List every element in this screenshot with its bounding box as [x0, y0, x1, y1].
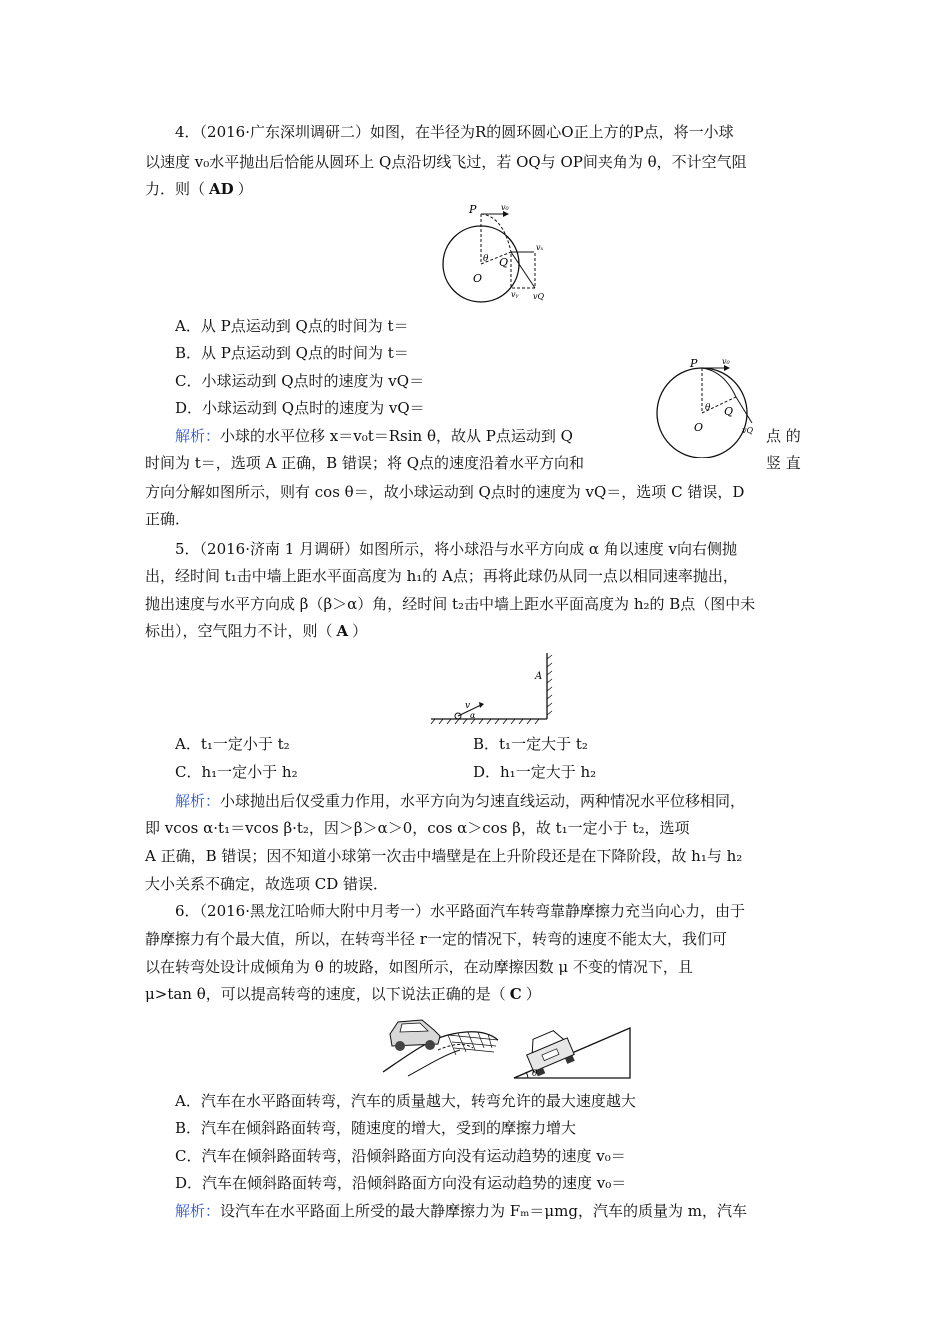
q5-close-paren: ）	[352, 622, 368, 640]
q4-figure	[435, 200, 555, 310]
q5-analysis-label: 解析：	[175, 792, 221, 810]
q4-stem-end: 力．则（	[145, 180, 206, 198]
q4-option-d: D．小球运动到 Q点时的速度为 vQ＝	[175, 399, 425, 417]
q4-close-paren: ）	[237, 180, 253, 198]
q6-option-b: B．汽车在倾斜路面转弯，随速度的增大，受到的摩擦力增大	[175, 1119, 577, 1137]
q6-line-3: 以在转弯处设计成倾角为 θ 的坡路，如图所示，在动摩擦因数 μ 不变的情况下，且	[145, 958, 693, 976]
q6-line-1: 6．（2016·黑龙江哈师大附中月考一）水平路面汽车转弯靠静摩擦力充当向心力，由于	[175, 902, 745, 920]
q5-stem-end: 标出），空气阻力不计，则（	[145, 622, 333, 640]
q6-option-c: C．汽车在倾斜路面转弯，沿倾斜路面方向没有运动趋势的速度 v₀＝	[175, 1147, 626, 1165]
q4-analysis-line-1	[175, 425, 573, 447]
q4-label-q: Q	[499, 256, 509, 269]
q4-label-vy: vᵧ	[511, 290, 519, 299]
q5-option-b: B．t₁一定大于 t₂	[473, 735, 588, 753]
q4-analysis-label: 解析：	[175, 427, 221, 445]
q4-trajectory	[481, 214, 511, 252]
q6-analysis-line-1	[175, 1200, 747, 1222]
q4-label-o: O	[473, 272, 483, 285]
q4-analysis-label-q: Q	[724, 405, 734, 418]
q4-analysis-line-3: 方向分解如图所示，则有 cos θ＝，故小球运动到 Q点时的速度为 vQ＝，选项 C 错误，D	[145, 483, 745, 501]
q4-option-b: B．从 P点运动到 Q点的时间为 t＝	[175, 344, 409, 362]
q5-line-4	[145, 620, 367, 642]
q4-analysis-line-4: 正确．	[145, 510, 191, 528]
q4-label-v0: v₀	[501, 203, 509, 212]
q5-option-a: A．t₁一定小于 t₂	[175, 735, 290, 753]
q5-line-1: 5．（2016·济南 1 月调研）如图所示，将小球沿与水平方向成 α 角以速度 v向右侧抛	[175, 540, 737, 558]
q6-stem-end: μ>tan θ，可以提高转弯的速度，以下说法正确的是（	[145, 985, 506, 1003]
q6-figure-flat-road	[378, 1010, 504, 1080]
q6-option-d: D．汽车在倾斜路面转弯，沿倾斜路面方向没有运动趋势的速度 v₀＝	[175, 1174, 627, 1192]
q6-label-theta: θ	[532, 1069, 538, 1079]
q4-option-c: C．小球运动到 Q点时的速度为 vQ＝	[175, 372, 425, 390]
q4-analysis-label-o: O	[694, 421, 704, 434]
q5-figure	[425, 645, 555, 725]
q5-analysis-line-2: 即 vcos α·t₁＝vcos β·t₂，因＞β＞α＞0，cos α＞cos β，故 t₁一定小于 t₂，选项	[145, 819, 690, 837]
q5-label-alpha: α	[470, 711, 476, 720]
q4-line-1: 4．（2016·广东深圳调研二）如图，在半径为R的圆环圆心O正上方的P点，将一小球	[175, 123, 734, 141]
q4-label-theta: θ	[483, 254, 489, 264]
q4-analysis-tail-1: 点 的	[766, 427, 801, 445]
q4-line-2: 以速度 v₀水平抛出后恰能从圆环上 Q点沿切线飞过，若 OQ与 OP间夹角为 θ，不计空气阻	[145, 153, 747, 171]
q6-line-2: 静摩擦力有个最大值，所以，在转弯半径 r一定的情况下，转弯的速度不能太大，我们可	[145, 930, 727, 948]
q4-analysis-figure	[652, 353, 762, 458]
q5-option-c: C．h₁一定小于 h₂	[175, 763, 298, 781]
q4-option-a: A．从 P点运动到 Q点的时间为 t＝	[175, 317, 409, 335]
q4-analysis-label-vq: vQ	[742, 426, 754, 435]
q4-analysis-label-theta: θ	[705, 403, 711, 413]
q5-answer: A	[336, 622, 349, 640]
q4-analysis-line-2: 时间为 t＝，选项 A 正确，B 错误；将 Q点的速度沿着水平方向和	[145, 454, 585, 472]
q4-analysis-text-1: 小球的水平位移 x＝v₀t＝Rsin θ，故从 P点运动到 Q	[220, 427, 573, 445]
q6-analysis-text-1: 设汽车在水平路面上所受的最大静摩擦力为 Fₘ＝μmg，汽车的质量为 m，汽车	[220, 1202, 747, 1220]
q4-answer: AD	[209, 180, 234, 198]
q5-line-2: 出，经时间 t₁击中墙上距水平面高度为 h₁的 A点；再将此球仍从同一点以相同速率抛出，	[145, 567, 738, 585]
q5-analysis-line-1	[175, 790, 745, 812]
q6-line-4	[145, 983, 541, 1005]
q5-line-3: 抛出速度与水平方向成 β（β＞α）角，经时间 t₂击中墙上距水平面高度为 h₂的 B点（图中未	[145, 595, 756, 613]
q4-label-vx: vₓ	[536, 243, 544, 252]
q6-answer: C	[509, 985, 522, 1003]
q5-label-a: A	[535, 671, 543, 682]
q6-analysis-label: 解析：	[175, 1202, 221, 1220]
q4-analysis-tail-2: 竖 直	[766, 454, 801, 472]
q6-option-a: A．汽车在水平路面转弯，汽车的质量越大，转弯允许的最大速度越大	[175, 1092, 636, 1110]
q4-analysis-label-v0: v₀	[722, 357, 730, 366]
q6-close-paren: ）	[525, 985, 541, 1003]
q5-analysis-text-1: 小球抛出后仅受重力作用，水平方向为匀速直线运动，两种情况水平位移相同，	[220, 792, 746, 810]
q5-option-d: D．h₁一定大于 h₂	[473, 763, 597, 781]
q5-label-v: v	[465, 701, 471, 711]
q6-car-front	[522, 1027, 577, 1077]
q5-analysis-line-4: 大小关系不确定，故选项 CD 错误．	[145, 875, 389, 893]
q5-analysis-line-3: A 正确，B 错误；因不知道小球第一次击中墙壁是在上升阶段还是在下降阶段，故 h₁与 h₂	[145, 847, 743, 865]
q6-figure-slope	[510, 1020, 638, 1082]
q4-analysis-label-p: P	[690, 357, 698, 370]
q4-line-3	[145, 178, 253, 200]
q4-label-p: P	[469, 203, 477, 216]
q4-label-vq: vQ	[533, 292, 545, 301]
